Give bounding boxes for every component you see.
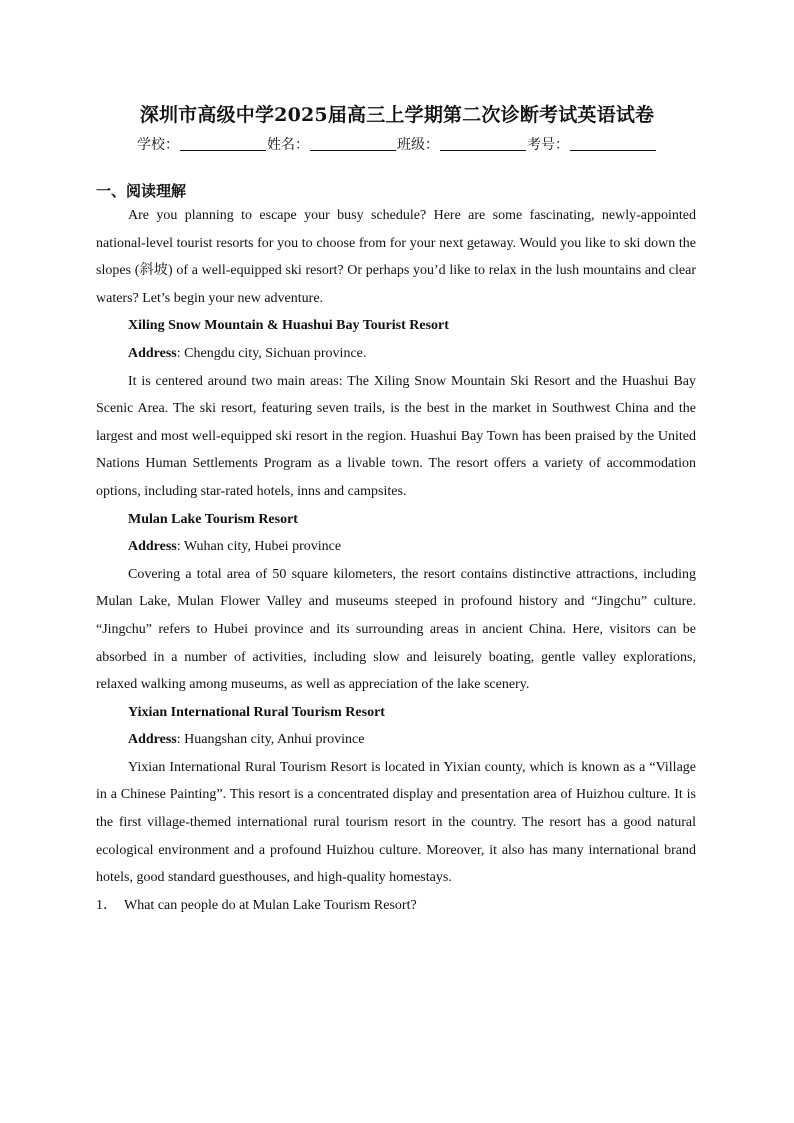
school-blank[interactable] bbox=[180, 136, 266, 151]
name-field bbox=[267, 137, 397, 153]
reading-passage bbox=[96, 202, 696, 919]
question-1 bbox=[96, 892, 696, 920]
resort-name: Xiling Snow Mountain & Huashui Bay Tourist Resort bbox=[128, 318, 449, 334]
school-label: 学校： bbox=[137, 137, 179, 153]
exam-number-field bbox=[527, 137, 657, 153]
address-label: Address bbox=[128, 539, 177, 555]
address-value: : Wuhan city, Hubei province bbox=[176, 539, 342, 555]
exam-title: 深圳市高级中学2025届高三上学期第二次诊断考试英语试卷 bbox=[139, 104, 655, 126]
section-heading: 一、阅读理解 bbox=[96, 182, 187, 200]
resort-address bbox=[96, 340, 696, 368]
resort-name: Mulan Lake Tourism Resort bbox=[128, 511, 298, 527]
question-number: 1． bbox=[96, 897, 117, 913]
address-value: : Huangshan city, Anhui province bbox=[176, 732, 365, 748]
exam-number-blank[interactable] bbox=[570, 136, 656, 151]
name-label: 姓名： bbox=[267, 137, 309, 153]
resort-description: Yixian International Rural Tourism Resort is located in Yixian county, which is known as a “Village in a Chinese Painting”. This resort is a concentrated display and presentation area of Huizhou culture. It is the first village-themed international rural tourism resort in the country. The resort has a good natural ecological environment and a profound Huizhou culture. Moreover, it also has many international brand hotels, good standard guesthouses, and high-quality homestays. bbox=[96, 759, 696, 886]
question-text: What can people do at Mulan Lake Tourism Resort? bbox=[124, 897, 417, 913]
resort-description: Covering a total area of 50 square kilometers, the resort contains distinctive attractions, including Mulan Lake, Mulan Flower Valley and museums steeped in profound history and “Jingchu” culture. “Jingchu” refers to Hubei province and its surrounding areas in ancient China. Here, visitors can be absorbed in a number of activities, including slow and leisurely boating, gentle valley explorations, relaxed walking among museums, as well as appreciation of the lake scenery. bbox=[96, 566, 696, 693]
intro-paragraph: Are you planning to escape your busy schedule? Here are some fascinating, newly-appointed national-level tourist resorts for you to choose from for your next getaway. Would you like to ski down the slopes (斜坡) of a well-equipped ski resort? Or perhaps you’d like to relax in the lush mountains and clear waters? Let’s begin your new adventure. bbox=[96, 208, 696, 306]
class-label: 班级： bbox=[397, 137, 439, 153]
resort-address bbox=[96, 726, 696, 754]
address-label: Address bbox=[128, 732, 177, 748]
school-field bbox=[137, 137, 267, 153]
student-info-line bbox=[0, 134, 794, 154]
resort-address bbox=[96, 533, 696, 561]
address-value: : Chengdu city, Sichuan province. bbox=[176, 345, 367, 361]
resort-description: It is centered around two main areas: The Xiling Snow Mountain Ski Resort and the Huashui Bay Scenic Area. The ski resort, featuring seven trails, is the best in the market in Southwest China and the largest and most well-equipped ski resort in the region. Huashui Bay Town has been praised by the United Nations Human Settlements Program as a livable town. The resort offers a variety of accommodation options, including star-rated hotels, inns and campsites. bbox=[96, 373, 696, 499]
address-label: Address bbox=[128, 345, 177, 361]
exam-number-label: 考号： bbox=[527, 137, 569, 153]
class-field bbox=[397, 137, 527, 153]
class-blank[interactable] bbox=[440, 136, 526, 151]
name-blank[interactable] bbox=[310, 136, 396, 151]
resort-name: Yixian International Rural Tourism Resort bbox=[128, 704, 385, 720]
